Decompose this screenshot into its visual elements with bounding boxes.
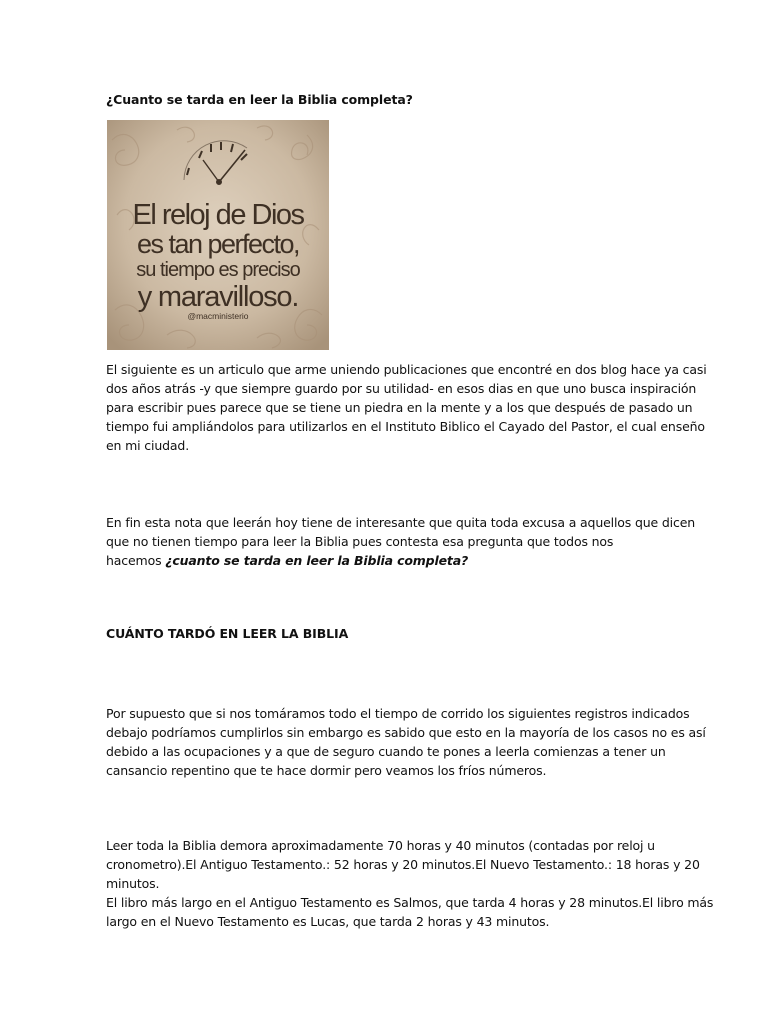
paragraph-line: dos años atrás -y que siempre guardo por su utilidad- en esos dias en que uno busca inspiración xyxy=(106,381,697,396)
paragraph-line: debido a las ocupaciones y a que de seguro cuando te pones a leerla comienzas a tener un xyxy=(106,744,666,759)
paragraph-explanation xyxy=(106,704,706,780)
quote-line-3: su tiempo es preciso xyxy=(136,259,300,281)
paragraph-line-prefix: hacemos xyxy=(106,553,166,568)
quote-line-1: El reloj de Dios xyxy=(132,199,304,231)
quote-line-2: es tan perfecto, xyxy=(136,229,300,259)
paragraph-line: que no tienen tiempo para leer la Biblia pues contesta esa pregunta que todos nos xyxy=(106,534,614,549)
paragraph-line: El libro más largo en el Antiguo Testamento es Salmos, que tarda 4 horas y 28 minutos.El libro más xyxy=(106,895,714,910)
paragraph-line: para escribir pues parece que se tiene un piedra en la mente y a los que después de pasado un xyxy=(106,400,693,415)
paragraph-line: En fin esta nota que leerán hoy tiene de interesante que quita toda excusa a aquellos que dicen xyxy=(106,515,696,530)
paragraph-line: Leer toda la Biblia demora aproximadamente 70 horas y 40 minutos (contadas por reloj u xyxy=(106,838,655,853)
quote-line-4: y maravilloso. xyxy=(137,281,299,313)
quote-handle: @macministerio xyxy=(187,311,249,321)
quote-image xyxy=(107,120,329,350)
paragraph-reading-times xyxy=(106,836,714,931)
quote-image-graphic xyxy=(107,120,329,350)
paragraph-line: en mi ciudad. xyxy=(106,438,190,453)
paragraph-line-last xyxy=(106,551,666,570)
section-heading: CUÁNTO TARDÓ EN LEER LA BIBLIA xyxy=(106,626,349,641)
paragraph-line: cronometro).El Antiguo Testamento.: 52 horas y 20 minutos.El Nuevo Testamento.: 18 horas y 20 xyxy=(106,857,700,872)
paragraph-intro xyxy=(106,360,707,455)
emphasized-question: ¿cuanto se tarda en leer la Biblia completa? xyxy=(165,553,469,568)
paragraph-line: minutos. xyxy=(106,876,160,891)
document-title: ¿Cuanto se tarda en leer la Biblia completa? xyxy=(106,92,413,107)
paragraph-line: El siguiente es un articulo que arme uniendo publicaciones que encontré en dos blog hace ya casi xyxy=(106,362,707,377)
paragraph-line: largo en el Nuevo Testamento es Lucas, que tarda 2 horas y 43 minutos. xyxy=(106,914,550,929)
paragraph-line: debajo podríamos cumplirlos sin embargo es sabido que esto en la mayoría de los casos no es así xyxy=(106,725,706,740)
paragraph-line: cansancio repentino que te hace dormir pero veamos los fríos números. xyxy=(106,763,547,778)
paragraph-line: tiempo fui ampliándolos para utilizarlos en el Instituto Biblico el Cayado del Pastor, el cual enseño xyxy=(106,419,705,434)
paragraph-purpose xyxy=(106,513,696,570)
paragraph-line: Por supuesto que si nos tomáramos todo el tiempo de corrido los siguientes registros indicados xyxy=(106,706,690,721)
